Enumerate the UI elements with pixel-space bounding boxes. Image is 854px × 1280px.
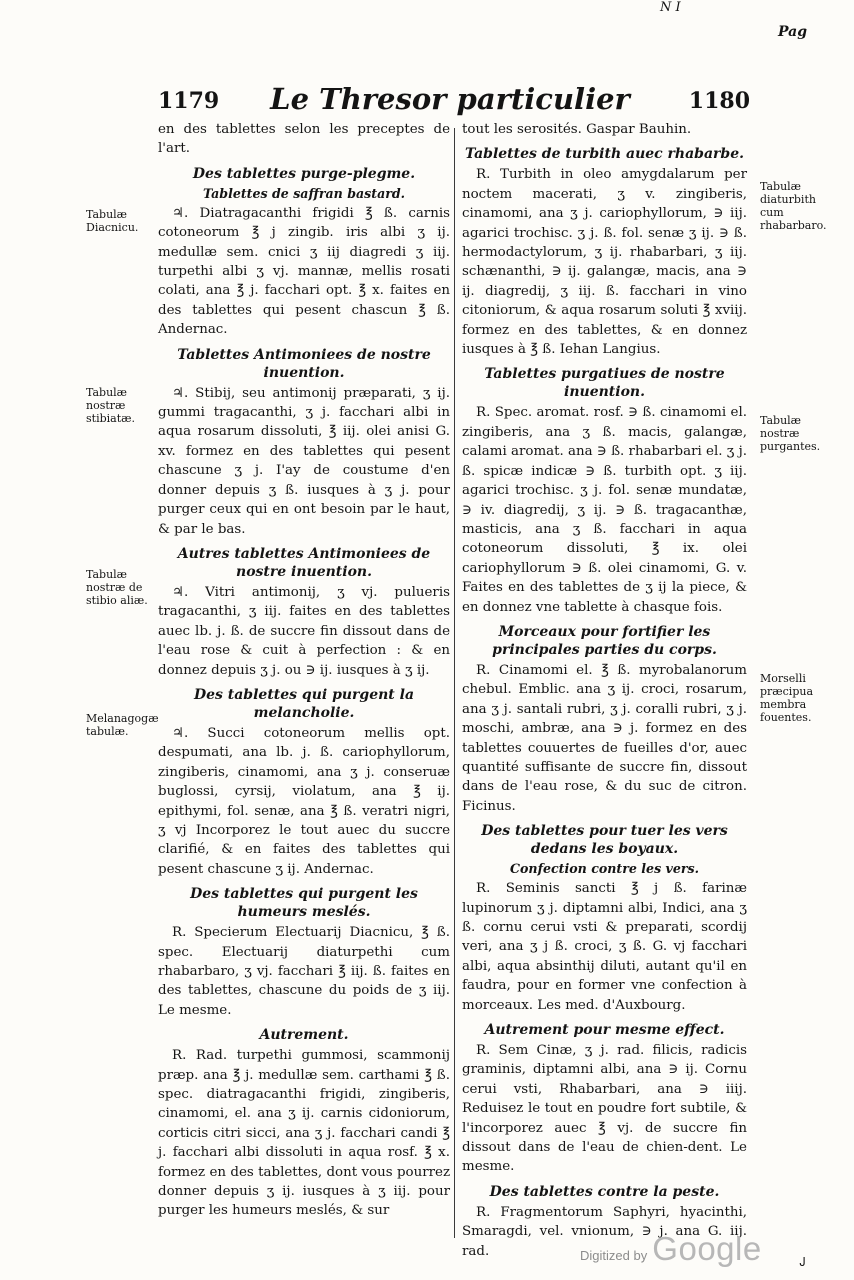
bottom-mark: Ꭻ xyxy=(800,1255,806,1269)
page-number-right: 1180 xyxy=(688,88,750,114)
margin-note-right-1: Tabulæ diaturbith cum rhabarbaro. xyxy=(760,180,827,232)
left-paragraph: R. Specierum Electuarij Diacnicu, ℥ ß. spec. Electuarij diaturpethi cum rhabarbaro, ʒ vj. facchari ℥ iij. ß. faites en des tablettes, chascune du poids de ʒ iij. Le mesme. xyxy=(158,925,450,1018)
left-column xyxy=(158,120,450,1222)
left-section-heading: Des tablettes qui purgent la melancholie. xyxy=(193,686,415,721)
right-section-heading: Morceaux pour fortifier les principales parties du corps. xyxy=(492,623,717,658)
right-section-heading: Tablettes de turbith auec rhabarbe. xyxy=(465,146,744,163)
left-section-heading: Autrement. xyxy=(259,1027,349,1044)
right-paragraph: R. Cinamomi el. ℥ ß. myrobalanorum chebul. Emblic. ana ʒ ij. croci, rosarum, ana ʒ j. santali rubri, ʒ j. coralli rubri, ʒ j. moschi, ambræ, ana ∋ j. formez en des tablettes couuertes de fueilles d'or, auec quantité suffisante de succre fin, dissout dans de l'eau rose, & du suc de citron. Ficinus. xyxy=(462,662,747,814)
column-divider xyxy=(454,128,455,1238)
right-paragraph: R. Sem Cinæ, ʒ j. rad. filicis, radicis graminis, diptamni albi, ana ∋ ij. Cornu cerui vsti, Rhabarbari, ana ∋ iiij. Reduisez le tout en poudre fort subtile, & l'incorporez auec ℥ vj. de succre fin dissout dans de l'eau de chien-dent. Le mesme. xyxy=(462,1043,747,1175)
right-paragraph: R. Fragmentorum Saphyri, hyacinthi, Smaragdi, vel. vnionum, ∋ j. ana G. iij. rad. xyxy=(462,1204,747,1259)
margin-note-left-3: Tabulæ nostræ de stibio aliæ. xyxy=(86,568,148,607)
left-paragraph: en des tablettes selon les preceptes de l'art. xyxy=(158,122,450,157)
left-paragraph: ♃. Stibij, seu antimonij præparati, ʒ ij. gummi tragacanthi, ʒ j. facchari albi in aqua rosarum dissoluti, ℥ iij. olei anisi G. xv. formez en des tablettes qui pesent chascune ʒ j. I'ay de coustume d'en donner depuis ʒ ß. iusques à ʒ j. pour purger ceux qui en ont besoin par le haut, & par le bas. xyxy=(158,385,450,537)
left-section-heading: Autres tablettes Antimoniees de nostre inuention. xyxy=(177,545,431,580)
right-column xyxy=(462,120,747,1262)
corner-mark-top: N I xyxy=(660,0,681,15)
left-section-heading: Des tablettes qui purgent les humeurs meslés. xyxy=(190,886,418,921)
page-header xyxy=(150,82,750,122)
digitized-footer xyxy=(580,1230,762,1268)
margin-note-right-2: Tabulæ nostræ purgantes. xyxy=(760,414,821,453)
left-section-heading: Tablettes Antimoniees de nostre inuention. xyxy=(177,346,431,381)
left-paragraph: ♃. Succi cotoneorum mellis opt. despumati, ana lb. j. ß. cariophyllorum, zingiberis, cinamomi, ana ʒ j. conseruæ buglossi, cyrsij, violatum, ana ℥ ij. epithymi, fol. senæ, ana ℥ ß. veratri nigri, ʒ vj Incorporez le tout auec du succre clarifié, & en faites des tablettes qui pesent chascune ʒ ij. Andernac. xyxy=(158,725,450,877)
right-section-heading: Des tablettes contre la peste. xyxy=(489,1183,720,1200)
margin-note-left-1: Tabulæ Diacnicu. xyxy=(86,208,139,234)
google-logo: Google xyxy=(652,1230,762,1267)
right-paragraph: R. Seminis sancti ℥ j ß. farinæ lupinorum ʒ j. diptamni albi, Indici, ana ʒ ß. cornu cerui vsti & preparati, scordij veri, ana ʒ j ß. croci, ʒ ß. G. vj facchari albi, aqua absinthij diluti, autant qu'il en faudra, pour en former vne confection à morceaux. Les med. d'Auxbourg. xyxy=(462,881,747,1013)
right-paragraph: R. Spec. aromat. rosf. ∋ ß. cinamomi el. zingiberis, ana ʒ ß. macis, galangæ, calami aromat. ana ∋ ß. rhabarbari el. ʒ j. ß. spicæ indicæ ∋ ß. turbith opt. ʒ iij. agarici trochisc. ʒ j. fol. senæ mundatæ, ∋ iv. diagredij, ʒ ij. ∋ ß. tragacanthæ, masticis, ana ʒ ß. facchari in aqua cotoneorum dissoluti, ℥ ix. olei cariophyllorum ∋ ß. olei cinamomi, G. v. Faites en des tablettes de ʒ ij la piece, & en donnez vne tablette à chasque fois. xyxy=(462,405,747,615)
page-number-left: 1179 xyxy=(158,88,220,114)
right-section-heading: Des tablettes pour tuer les vers dedans les boyaux. xyxy=(481,823,728,858)
left-paragraph: ♃. Diatragacanthi frigidi ℥ ß. carnis cotoneorum ℥ j zingib. iris albi ʒ ij. medullæ sem. cnici ʒ iij diagredi ʒ iij. turpethi albi ʒ vj. mannæ, mellis rosati colati, ana ℥ j. facchari opt. ℥ x. faites en des tablettes qui pesent chascun ℥ ß. Andernac. xyxy=(158,205,450,338)
margin-note-left-2: Tabulæ nostræ stibiatæ. xyxy=(86,386,135,425)
corner-mark-right: Pag xyxy=(778,24,808,40)
left-paragraph: R. Rad. turpethi gummosi, scammonij præp. ana ℥ j. medullæ sem. carthami ℥ ß. spec. diatragacanthi frigidi, zingiberis, cinamomi, el. ana ʒ ij. carnis cidoniorum, corticis citri sicci, ana ʒ j. facchari candi ℥ j. facchari albi dissoluti in aqua rosf. ℥ x. formez en des tablettes, dont vous pourrez donner depuis ʒ ij. iusques à ʒ iij. pour purger les humeurs meslés, & sur xyxy=(158,1048,450,1219)
right-subheading: Confection contre les vers. xyxy=(509,861,699,877)
digitized-label: Digitized by xyxy=(580,1248,648,1263)
running-title: Le Thresor particulier xyxy=(270,82,630,116)
left-section-heading: Des tablettes purge-plegme. xyxy=(192,165,416,182)
left-subheading: Tablettes de saffran bastard. xyxy=(202,185,406,201)
right-section-heading: Tablettes purgatiues de nostre inuention. xyxy=(484,366,725,401)
margin-note-right-3: Morselli præcipua membra fouentes. xyxy=(760,672,814,724)
right-section-heading: Autrement pour mesme effect. xyxy=(484,1022,725,1039)
right-paragraph: tout les serosités. Gaspar Bauhin. xyxy=(462,122,692,137)
margin-note-left-4: Melanagogæ tabulæ. xyxy=(86,712,159,738)
right-paragraph: R. Turbith in oleo amygdalarum per noctem macerati, ʒ v. zingiberis, cinamomi, ana ʒ j. cariophyllorum, ∋ iij. agarici trochisc. ʒ j. ß. fol. senæ ʒ ij. ∋ ß. hermodactylorum, ʒ ij. rhabarbari, ʒ iij. schænanthi, ∋ ij. galangæ, macis, ana ∋ ij. diagredij, ʒ iij. ß. facchari in vino citoniorum, & aqua rosarum soluti ℥ xviij. formez en des tablettes, & en donnez iusques à ℥ ß. Iehan Langius. xyxy=(462,167,747,358)
left-paragraph: ♃. Vitri antimonij, ʒ vj. pulueris tragacanthi, ʒ iij. faites en des tablettes auec lb. j. ß. de succre fin dissout dans de l'eau rose & cuit à perfection : & en donnez depuis ʒ j. ou ∋ ij. iusques à ʒ ij. xyxy=(158,584,450,678)
